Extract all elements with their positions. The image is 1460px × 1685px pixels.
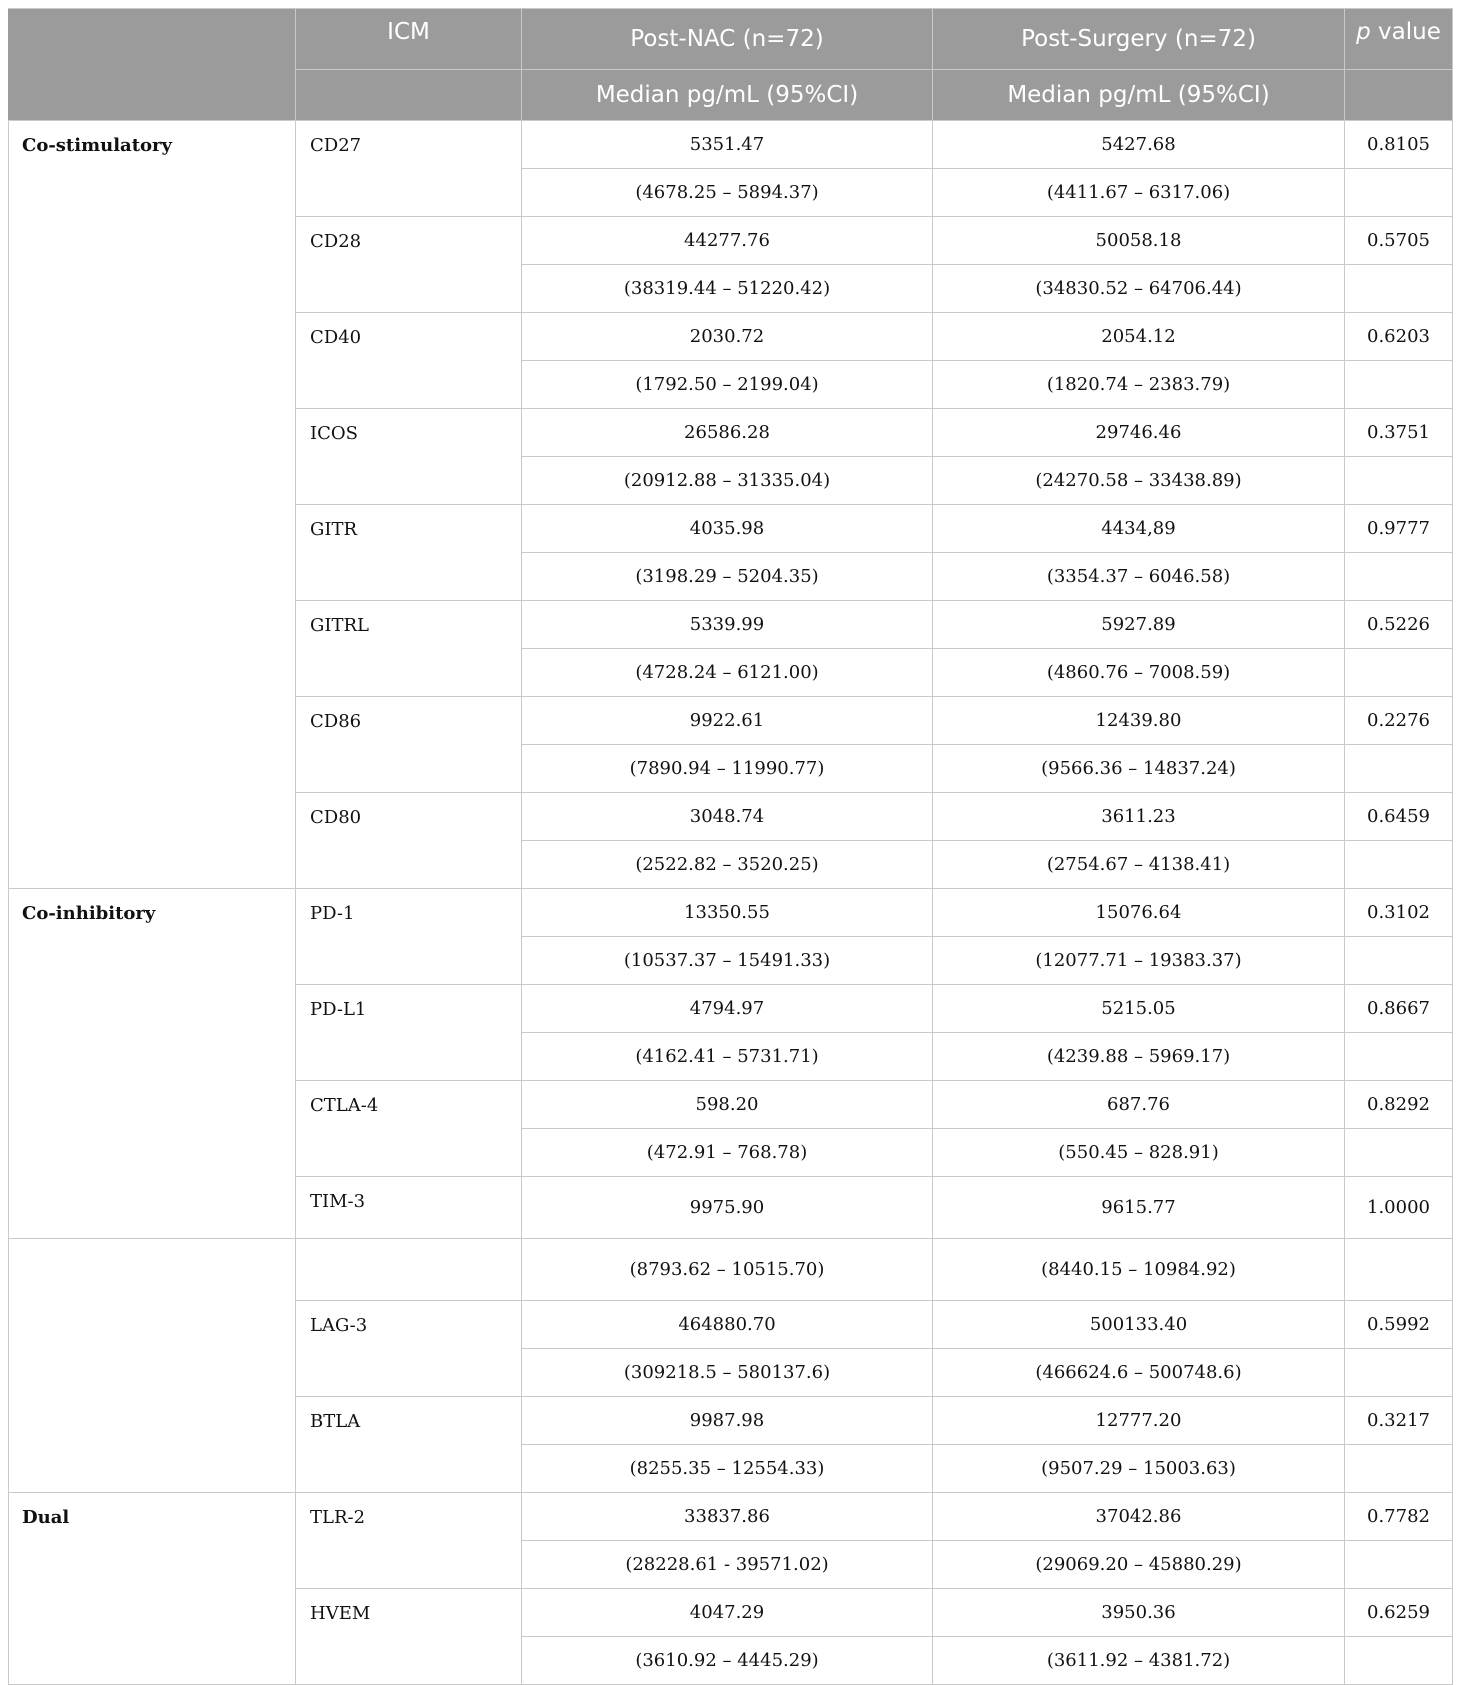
group-label: Dual <box>9 1493 296 1685</box>
post-surgery-ci: (466624.6 – 500748.6) <box>933 1349 1345 1397</box>
p-value: 0.8667 <box>1345 985 1453 1033</box>
header-p-italic: p <box>1356 19 1371 45</box>
post-surgery-median: 5927.89 <box>933 601 1345 649</box>
post-surgery-median: 29746.46 <box>933 409 1345 457</box>
p-value-blank <box>1345 1239 1453 1301</box>
p-value-blank <box>1345 1637 1453 1685</box>
p-value: 0.3751 <box>1345 409 1453 457</box>
post-nac-ci: (8255.35 – 12554.33) <box>522 1445 933 1493</box>
p-value-blank <box>1345 553 1453 601</box>
p-value: 0.3217 <box>1345 1397 1453 1445</box>
header-p-value <box>1345 9 1453 70</box>
p-value: 0.5705 <box>1345 217 1453 265</box>
post-nac-median: 9987.98 <box>522 1397 933 1445</box>
icm-name: CD40 <box>296 313 522 409</box>
post-surgery-ci: (4239.88 – 5969.17) <box>933 1033 1345 1081</box>
icm-name: CD27 <box>296 121 522 217</box>
header-p-rest: value <box>1370 19 1441 45</box>
post-nac-ci: (4678.25 – 5894.37) <box>522 169 933 217</box>
table-body <box>9 121 1453 1685</box>
header-post-surgery: Post-Surgery (n=72) <box>933 9 1345 70</box>
post-surgery-median: 5215.05 <box>933 985 1345 1033</box>
subheader-post-nac: Median pg/mL (95%CI) <box>522 70 933 121</box>
p-value: 0.2276 <box>1345 697 1453 745</box>
post-surgery-median: 3611.23 <box>933 793 1345 841</box>
subheader-post-surgery: Median pg/mL (95%CI) <box>933 70 1345 121</box>
icm-comparison-table <box>8 8 1453 1685</box>
icm-name: HVEM <box>296 1589 522 1685</box>
results-table-container <box>8 8 1452 1685</box>
post-nac-ci: (472.91 – 768.78) <box>522 1129 933 1177</box>
p-value-blank <box>1345 1541 1453 1589</box>
p-value-blank <box>1345 1349 1453 1397</box>
subheader-icm-blank <box>296 70 522 121</box>
post-surgery-median: 687.76 <box>933 1081 1345 1129</box>
post-nac-ci: (2522.82 – 3520.25) <box>522 841 933 889</box>
post-nac-median: 13350.55 <box>522 889 933 937</box>
post-nac-median: 5351.47 <box>522 121 933 169</box>
icm-name: GITR <box>296 505 522 601</box>
p-value-blank <box>1345 265 1453 313</box>
post-nac-median: 598.20 <box>522 1081 933 1129</box>
post-surgery-ci: (4411.67 – 6317.06) <box>933 169 1345 217</box>
p-value-blank <box>1345 1033 1453 1081</box>
p-value-blank <box>1345 937 1453 985</box>
post-surgery-median: 50058.18 <box>933 217 1345 265</box>
icm-name: CD86 <box>296 697 522 793</box>
post-surgery-median: 3950.36 <box>933 1589 1345 1637</box>
post-surgery-ci: (24270.58 – 33438.89) <box>933 457 1345 505</box>
post-surgery-ci: (3354.37 – 6046.58) <box>933 553 1345 601</box>
post-surgery-ci: (2754.67 – 4138.41) <box>933 841 1345 889</box>
post-nac-ci: (20912.88 – 31335.04) <box>522 457 933 505</box>
icm-name: CD28 <box>296 217 522 313</box>
p-value-blank <box>1345 841 1453 889</box>
p-value-blank <box>1345 1129 1453 1177</box>
header-post-nac: Post-NAC (n=72) <box>522 9 933 70</box>
p-value: 0.6259 <box>1345 1589 1453 1637</box>
icm-name: LAG-3 <box>296 1301 522 1397</box>
table-row <box>9 121 1453 169</box>
icm-name: TIM-3 <box>296 1177 522 1239</box>
icm-name: PD-1 <box>296 889 522 985</box>
icm-name: GITRL <box>296 601 522 697</box>
icm-name: BTLA <box>296 1397 522 1493</box>
post-surgery-median: 5427.68 <box>933 121 1345 169</box>
icm-name: ICOS <box>296 409 522 505</box>
post-nac-median: 4794.97 <box>522 985 933 1033</box>
p-value-blank <box>1345 457 1453 505</box>
post-nac-median: 9922.61 <box>522 697 933 745</box>
post-surgery-ci: (29069.20 – 45880.29) <box>933 1541 1345 1589</box>
post-surgery-ci: (4860.76 – 7008.59) <box>933 649 1345 697</box>
p-value: 0.6203 <box>1345 313 1453 361</box>
post-surgery-median: 9615.77 <box>933 1177 1345 1239</box>
post-nac-ci: (309218.5 – 580137.6) <box>522 1349 933 1397</box>
p-value: 0.7782 <box>1345 1493 1453 1541</box>
post-surgery-median: 2054.12 <box>933 313 1345 361</box>
post-nac-median: 464880.70 <box>522 1301 933 1349</box>
post-surgery-ci: (34830.52 – 64706.44) <box>933 265 1345 313</box>
post-nac-median: 4047.29 <box>522 1589 933 1637</box>
post-nac-median: 9975.90 <box>522 1177 933 1239</box>
post-nac-median: 5339.99 <box>522 601 933 649</box>
post-nac-ci: (28228.61 - 39571.02) <box>522 1541 933 1589</box>
icm-name: TLR-2 <box>296 1493 522 1589</box>
header-row <box>9 9 1453 70</box>
p-value-blank <box>1345 1445 1453 1493</box>
post-surgery-median: 12439.80 <box>933 697 1345 745</box>
post-nac-ci: (38319.44 – 51220.42) <box>522 265 933 313</box>
group-label: Co-inhibitory <box>9 889 296 1239</box>
table-row <box>9 889 1453 937</box>
group-label <box>9 1239 296 1493</box>
p-value-blank <box>1345 649 1453 697</box>
header-icm: ICM <box>296 9 522 70</box>
post-surgery-median: 37042.86 <box>933 1493 1345 1541</box>
post-nac-ci: (8793.62 – 10515.70) <box>522 1239 933 1301</box>
p-value: 0.8105 <box>1345 121 1453 169</box>
table-header <box>9 9 1453 121</box>
post-nac-median: 33837.86 <box>522 1493 933 1541</box>
post-surgery-ci: (8440.15 – 10984.92) <box>933 1239 1345 1301</box>
post-nac-median: 3048.74 <box>522 793 933 841</box>
group-label: Co-stimulatory <box>9 121 296 889</box>
p-value-blank <box>1345 361 1453 409</box>
p-value: 0.9777 <box>1345 505 1453 553</box>
post-nac-ci: (3198.29 – 5204.35) <box>522 553 933 601</box>
icm-name-blank <box>296 1239 522 1301</box>
post-surgery-ci: (3611.92 – 4381.72) <box>933 1637 1345 1685</box>
post-nac-ci: (4162.41 – 5731.71) <box>522 1033 933 1081</box>
icm-name: CTLA-4 <box>296 1081 522 1177</box>
p-value: 1.0000 <box>1345 1177 1453 1239</box>
header-group-blank <box>9 9 296 121</box>
post-nac-median: 2030.72 <box>522 313 933 361</box>
p-value-blank <box>1345 169 1453 217</box>
post-surgery-ci: (9507.29 – 15003.63) <box>933 1445 1345 1493</box>
p-value-blank <box>1345 745 1453 793</box>
post-nac-ci: (1792.50 – 2199.04) <box>522 361 933 409</box>
p-value: 0.8292 <box>1345 1081 1453 1129</box>
post-nac-ci: (10537.37 – 15491.33) <box>522 937 933 985</box>
post-surgery-ci: (550.45 – 828.91) <box>933 1129 1345 1177</box>
post-surgery-ci: (1820.74 – 2383.79) <box>933 361 1345 409</box>
table-row <box>9 1239 1453 1301</box>
subheader-p-blank <box>1345 70 1453 121</box>
icm-name: CD80 <box>296 793 522 889</box>
post-surgery-median: 500133.40 <box>933 1301 1345 1349</box>
post-nac-median: 4035.98 <box>522 505 933 553</box>
post-nac-ci: (7890.94 – 11990.77) <box>522 745 933 793</box>
post-surgery-ci: (12077.71 – 19383.37) <box>933 937 1345 985</box>
post-surgery-median: 4434,89 <box>933 505 1345 553</box>
p-value: 0.3102 <box>1345 889 1453 937</box>
post-surgery-ci: (9566.36 – 14837.24) <box>933 745 1345 793</box>
p-value: 0.6459 <box>1345 793 1453 841</box>
post-nac-ci: (3610.92 – 4445.29) <box>522 1637 933 1685</box>
post-nac-ci: (4728.24 – 6121.00) <box>522 649 933 697</box>
post-surgery-median: 15076.64 <box>933 889 1345 937</box>
p-value: 0.5226 <box>1345 601 1453 649</box>
post-nac-median: 26586.28 <box>522 409 933 457</box>
p-value: 0.5992 <box>1345 1301 1453 1349</box>
icm-name: PD-L1 <box>296 985 522 1081</box>
post-nac-median: 44277.76 <box>522 217 933 265</box>
post-surgery-median: 12777.20 <box>933 1397 1345 1445</box>
table-row <box>9 1493 1453 1541</box>
